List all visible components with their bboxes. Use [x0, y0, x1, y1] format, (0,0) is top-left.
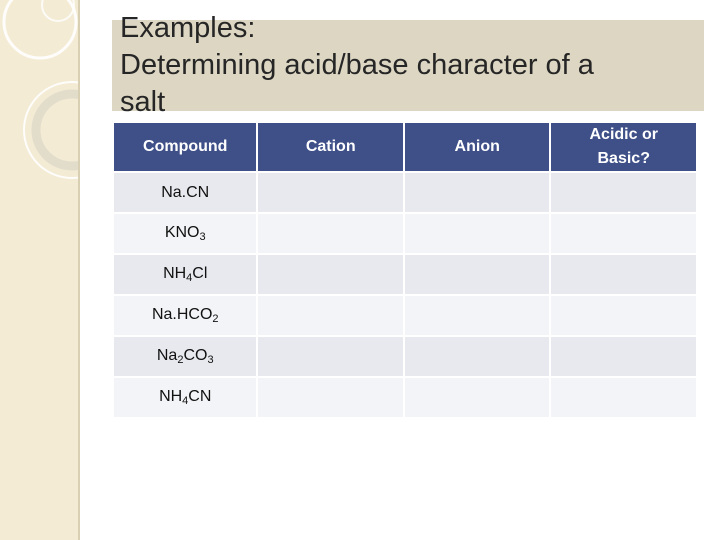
compound-cell: [114, 173, 256, 212]
formula-subscript: 2: [177, 354, 184, 366]
formula-text: KNO: [164, 224, 200, 241]
table-header-row: [114, 123, 696, 171]
acidic-or-basic-cell: [551, 214, 696, 253]
formula-text: Na.HCO: [151, 306, 213, 323]
acidic-or-basic-cell: [551, 337, 696, 376]
table-row: [114, 214, 696, 253]
formula-text: NH: [163, 265, 187, 282]
formula-subscript: 3: [207, 354, 214, 366]
cation-cell: [258, 296, 403, 335]
slide-title: [120, 10, 700, 121]
compound-cell: [114, 255, 256, 294]
header-acidic-or-basic-line: Acidic or: [589, 126, 658, 143]
table-row: [114, 296, 696, 335]
table-row: [114, 173, 696, 212]
header-anion: Anion: [405, 123, 550, 171]
table-row: [114, 378, 696, 417]
acidic-or-basic-cell: [551, 255, 696, 294]
anion-cell: [405, 255, 550, 294]
formula-text: CO: [183, 347, 208, 364]
slide-title-line: Determining acid/base character of a: [120, 49, 594, 81]
compound-cell: [114, 296, 256, 335]
header-acidic-or-basic-line: Basic?: [597, 150, 650, 167]
anion-cell: [405, 337, 550, 376]
decorative-side-strip: [0, 0, 80, 540]
formula-subscript: 4: [186, 272, 193, 284]
slide-title-line: Examples:: [120, 12, 256, 44]
header-cation: Cation: [258, 123, 403, 171]
anion-cell: [405, 214, 550, 253]
formula-text: Cl: [192, 265, 208, 282]
header-acidic-or-basic: [551, 123, 696, 171]
table-row: [114, 255, 696, 294]
anion-cell: [405, 378, 550, 417]
cation-cell: [258, 378, 403, 417]
table-row: [114, 337, 696, 376]
slide-title-line: salt: [120, 86, 166, 118]
cation-cell: [258, 255, 403, 294]
cation-cell: [258, 173, 403, 212]
salt-table: [112, 121, 698, 419]
formula-text: Na: [156, 347, 178, 364]
acidic-or-basic-cell: [551, 378, 696, 417]
acidic-or-basic-cell: [551, 173, 696, 212]
compound-cell: [114, 378, 256, 417]
header-compound: Compound: [114, 123, 256, 171]
compound-cell: [114, 337, 256, 376]
anion-cell: [405, 173, 550, 212]
formula-subscript: 2: [212, 313, 219, 325]
acidic-or-basic-cell: [551, 296, 696, 335]
formula-text: NH: [159, 388, 183, 405]
cation-cell: [258, 337, 403, 376]
formula-subscript: 3: [199, 231, 206, 243]
compound-cell: [114, 214, 256, 253]
decorative-circles: [0, 0, 78, 540]
formula-text: Na.CN: [161, 183, 210, 201]
formula-subscript: 4: [182, 395, 189, 407]
formula-text: CN: [188, 388, 212, 405]
cation-cell: [258, 214, 403, 253]
anion-cell: [405, 296, 550, 335]
